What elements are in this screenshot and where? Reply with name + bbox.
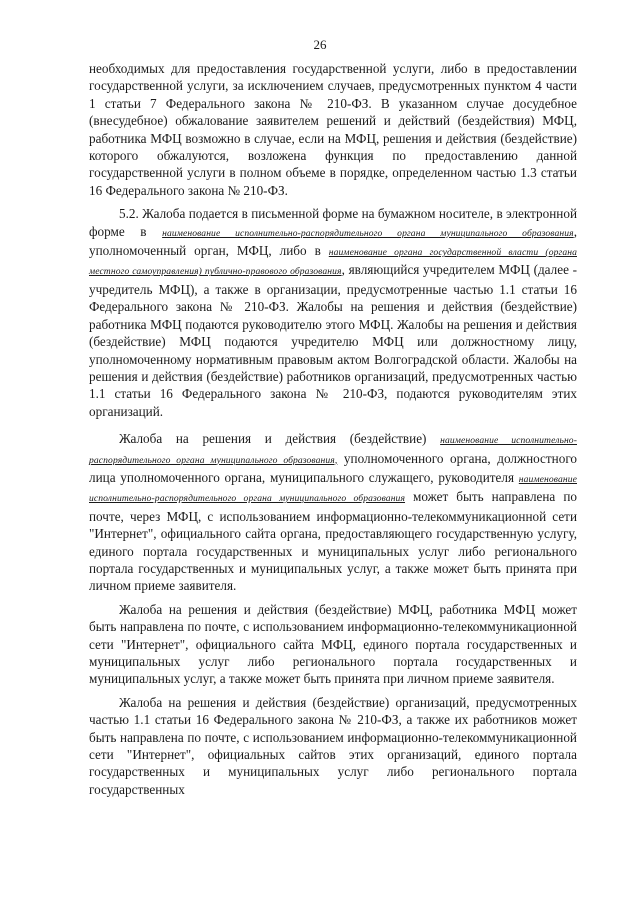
placeholder-executive-body-3: наименование исполнительно-распорядительного органа муниципального образования	[89, 473, 577, 505]
paragraph-complaint-authority	[89, 430, 577, 595]
paragraph-5-2-text-2: , уполномоченный орган, МФЦ, либо в	[89, 223, 577, 259]
paragraph-5-2-text-1: 5.2. Жалоба подается в письменной форме на бумажном носителе, в электронной форме в	[89, 206, 577, 239]
paragraph-complaint-organizations: Жалоба на решения и действия (бездействие) организаций, предусмотренных частью 1.1 статьи 16 Федерального закона № 210-ФЗ, а также их работников может быть направлена по почте, с использованием информационно-телекоммуникационной сети "Интернет", официальных сайтов этих организаций, единого портала государственных и муниципальных услуг либо регионального портала государственных	[89, 694, 577, 797]
paragraph-5-2-text-3: , являющийся учредителем МФЦ (далее - учредитель МФЦ), а также в организации, предусмотренные частью 1.1 статьи 16 Федерального закона № 210-ФЗ. Жалобы на решения и действия (бездействие) работника МФЦ подаются руководителю этого МФЦ. Жалобы на решения и действия (бездействие) МФЦ подаются учредителю МФЦ или должностному лицу, уполномоченному нормативным правовым актом Волгоградской области. Жалобы на решения и действия (бездействие) работников организаций, предусмотренных частью 1.1 статьи 16 Федерального закона № 210-ФЗ, подаются руководителям этих организаций.	[89, 262, 577, 419]
document-body	[89, 60, 577, 798]
paragraph-complaint-authority-text-1: Жалоба на решения и действия (бездействие)	[119, 431, 441, 447]
placeholder-executive-body: наименование исполнительно-распорядительного органа муниципального образования	[162, 227, 574, 239]
paragraph-complaint-authority-text-2: уполномоченного органа, должностного лица уполномоченного органа, муниципального служащего, руководителя	[89, 450, 577, 485]
paragraph-continuation: необходимых для предоставления государственной услуги, либо в предоставлении государственной услуги, за исключением случаев, предусмотренных пунктом 4 части 1 статьи 7 Федерального закона № 210-ФЗ. В указанном случае досудебное (внесудебное) обжалование заявителем решений и действий (бездействия) МФЦ, работника МФЦ возможно в случае, если на МФЦ, решения и действия (бездействие) которого обжалуются, возложена функция по предоставлению данной государственной услуги в полном объеме в порядке, определенном частью 1.3 статьи 16 Федерального закона № 210-ФЗ.	[89, 61, 577, 198]
paragraph-5-2	[89, 205, 577, 420]
page-number: 26	[313, 37, 327, 52]
placeholder-executive-body-2: наименование исполнительно-распорядительного органа муниципального образования,	[89, 435, 577, 466]
placeholder-state-authority: наименование органа государственной власти (органа местного самоуправления) публично-правового образования	[89, 247, 577, 278]
paragraph-complaint-authority-text-3: может быть направлена по почте, через МФЦ, с использованием информационно-телекоммуникационной сети "Интернет", официального сайта органа, предоставляющего государственную услугу, единого портала государственных и муниципальных услуг либо регионального портала государственных и муниципальных услуг, а также может быть принята при личном приеме заявителя.	[89, 489, 577, 594]
paragraph-complaint-mfc: Жалоба на решения и действия (бездействие) МФЦ, работника МФЦ может быть направлена по почте, с использованием информационно-телекоммуникационной сети "Интернет", официального сайта МФЦ, единого портала государственных и муниципальных услуг либо регионального портала государственных и муниципальных услуг, а также может быть принята при личном приеме заявителя.	[89, 601, 577, 687]
